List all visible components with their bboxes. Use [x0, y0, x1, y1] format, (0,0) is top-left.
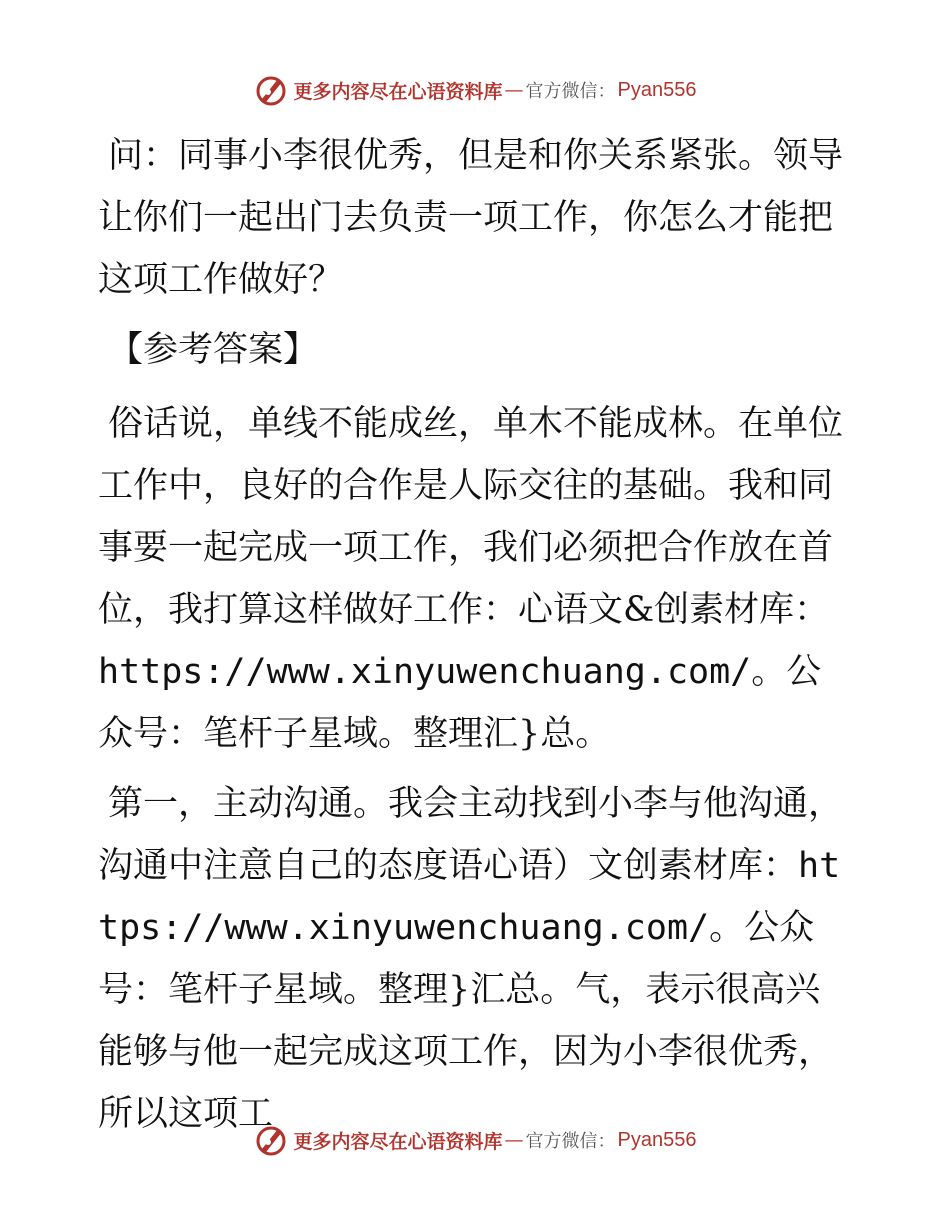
header-banner-dash: —	[504, 79, 524, 101]
question-text	[98, 125, 850, 311]
paragraph-2-text-b: 。公众号：笔杆子星域。整理}汇总。气，表示很高兴能够与他一起完成这项工作，因为小李很优秀，所以这项工	[98, 908, 834, 1134]
answer-heading	[98, 319, 850, 381]
footer-banner-lead: 更多内容尽在心语资料库	[293, 1130, 503, 1153]
answer-paragraph-2	[98, 773, 850, 1145]
header-banner-official: 官方微信：	[525, 81, 616, 102]
header-banner-lead: 更多内容尽在心语资料库	[293, 80, 503, 103]
paragraph-1-text-b: 。公众号：笔杆子星域。整理汇}总。	[98, 652, 822, 754]
header-banner	[0, 70, 950, 110]
paragraph-2-text-a: 第一，主动沟通。我会主动找到小李与他沟通，沟通中注意自己的态度语心语）文创素材库：	[98, 784, 844, 886]
question-content: 问：同事小李很优秀，但是和你关系紧张。领导让你们一起出门去负责一项工作，你怎么才能把这项工作做好？	[98, 136, 844, 300]
pen-logo-icon	[254, 73, 288, 107]
answer-heading-text: 【参考答案】	[108, 330, 319, 370]
header-banner-wechat-id: Pyan556	[617, 78, 697, 101]
footer-banner-wechat-id: Pyan556	[617, 1128, 697, 1151]
pen-logo-icon	[254, 1123, 288, 1157]
answer-paragraph-1	[98, 393, 850, 765]
paragraph-1-text-a: 俗话说，单线不能成丝，单木不能成林。在单位工作中，良好的合作是人际交往的基础。我和同事要一起完成一项工作，我们必须把合作放在首位，我打算这样做好工作：心语文&创素材库：	[98, 404, 844, 630]
paragraph-2-url: https://www.xinyuwenchuang.com/	[98, 846, 841, 948]
document-body	[98, 125, 850, 1153]
footer-banner-official: 官方微信：	[525, 1131, 616, 1152]
footer-banner-dash: —	[504, 1129, 524, 1151]
footer-banner	[0, 1120, 950, 1160]
paragraph-1-url: https://www.xinyuwenchuang.com/	[98, 652, 752, 692]
